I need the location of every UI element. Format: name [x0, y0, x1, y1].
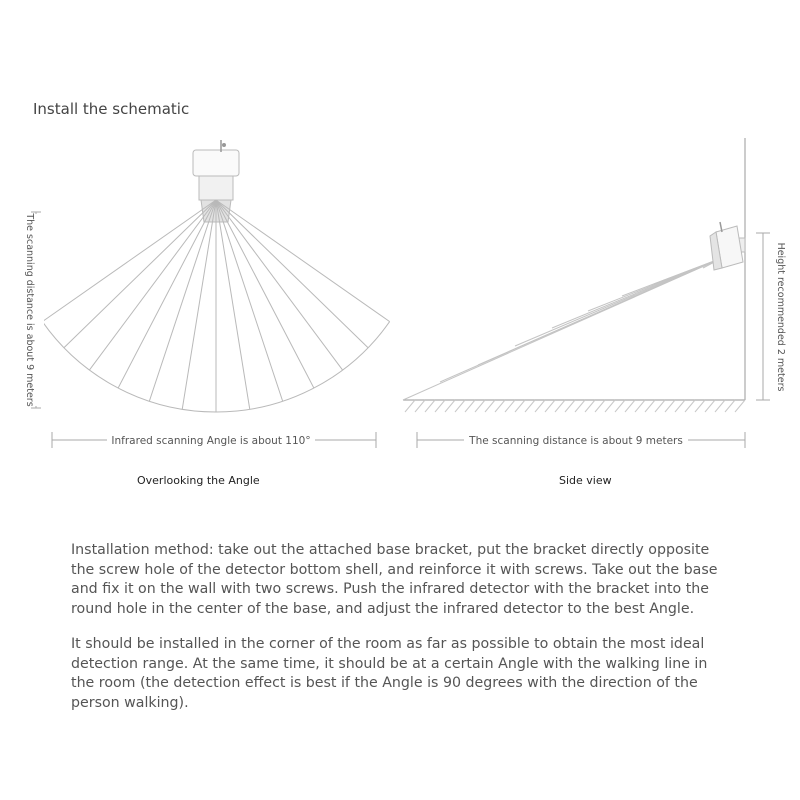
hatch-line: [565, 400, 575, 412]
hatch-line: [455, 400, 465, 412]
scan-ray: [216, 200, 343, 370]
hatch-line: [665, 400, 675, 412]
hatch-line: [615, 400, 625, 412]
hatch-line: [605, 400, 615, 412]
height-dimension: [756, 233, 789, 400]
scan-angle-dimension: [52, 432, 376, 448]
hatch-line: [585, 400, 595, 412]
hatch-line: [655, 400, 665, 412]
hatch-line: [735, 400, 745, 412]
hatch-line: [495, 400, 505, 412]
scan-ray: [149, 200, 216, 401]
hatch-line: [545, 400, 555, 412]
left-horizontal-label: Infrared scanning Angle is about 110°: [111, 435, 311, 447]
scan-ray: [89, 200, 216, 370]
hatch-line: [715, 400, 725, 412]
scan-ray: [216, 200, 390, 322]
caption-side-view: Side view: [559, 474, 612, 487]
hatch-line: [535, 400, 545, 412]
side-view: [403, 138, 789, 448]
page-title: Install the schematic: [33, 100, 190, 118]
scan-distance-dimension: [24, 212, 44, 408]
installation-method-text: Installation method: take out the attached base bracket, put the bracket directly opposite the screw hole of the detector bottom shell, and reinforce it with screws. Take out the base and fix it on the wall with two screws. Push the infrared detector with the bracket into the round hole in the center of the base, and adjust the infrared detector to the best Angle.: [71, 542, 718, 617]
hatch-line: [405, 400, 415, 412]
hatch-line: [415, 400, 425, 412]
hatch-line: [685, 400, 695, 412]
hatch-line: [475, 400, 485, 412]
side-scan-rays: [403, 258, 722, 400]
hatch-line: [505, 400, 515, 412]
hatch-line: [635, 400, 645, 412]
hatch-line: [645, 400, 655, 412]
overhead-view: [24, 140, 390, 448]
hatch-line: [465, 400, 475, 412]
left-vertical-label: The scanning distance is about 9 meters: [24, 213, 35, 407]
hatch-line: [485, 400, 495, 412]
scan-fan: [42, 200, 389, 412]
scan-ray: [216, 200, 283, 401]
detector-device-side: [710, 222, 745, 270]
hatch-line: [705, 400, 715, 412]
hatch-line: [555, 400, 565, 412]
scan-ray: [64, 200, 216, 348]
hatch-line: [435, 400, 445, 412]
hatch-line: [695, 400, 705, 412]
hatch-line: [625, 400, 635, 412]
hatch-line: [445, 400, 455, 412]
side-distance-dimension: [417, 432, 745, 448]
hatch-line: [525, 400, 535, 412]
installation-location-text: It should be installed in the corner of the room as far as possible to obtain the most ideal detection range. At the same time, it should be at a certain Angle with the walking line in the room (the detection effect is best if the Angle is 90 degrees with the direction of the person walking).: [71, 636, 708, 711]
right-vertical-label: Height recommended 2 meters: [775, 242, 786, 392]
floor-hatching: [405, 400, 745, 412]
caption-overlooking: Overlooking the Angle: [137, 474, 260, 487]
hatch-line: [725, 400, 735, 412]
hatch-line: [515, 400, 525, 412]
hatch-line: [595, 400, 605, 412]
hatch-line: [575, 400, 585, 412]
scan-ray: [42, 200, 216, 322]
right-horizontal-label: The scanning distance is about 9 meters: [469, 435, 683, 447]
hatch-line: [675, 400, 685, 412]
hatch-line: [425, 400, 435, 412]
scan-ray: [216, 200, 368, 348]
